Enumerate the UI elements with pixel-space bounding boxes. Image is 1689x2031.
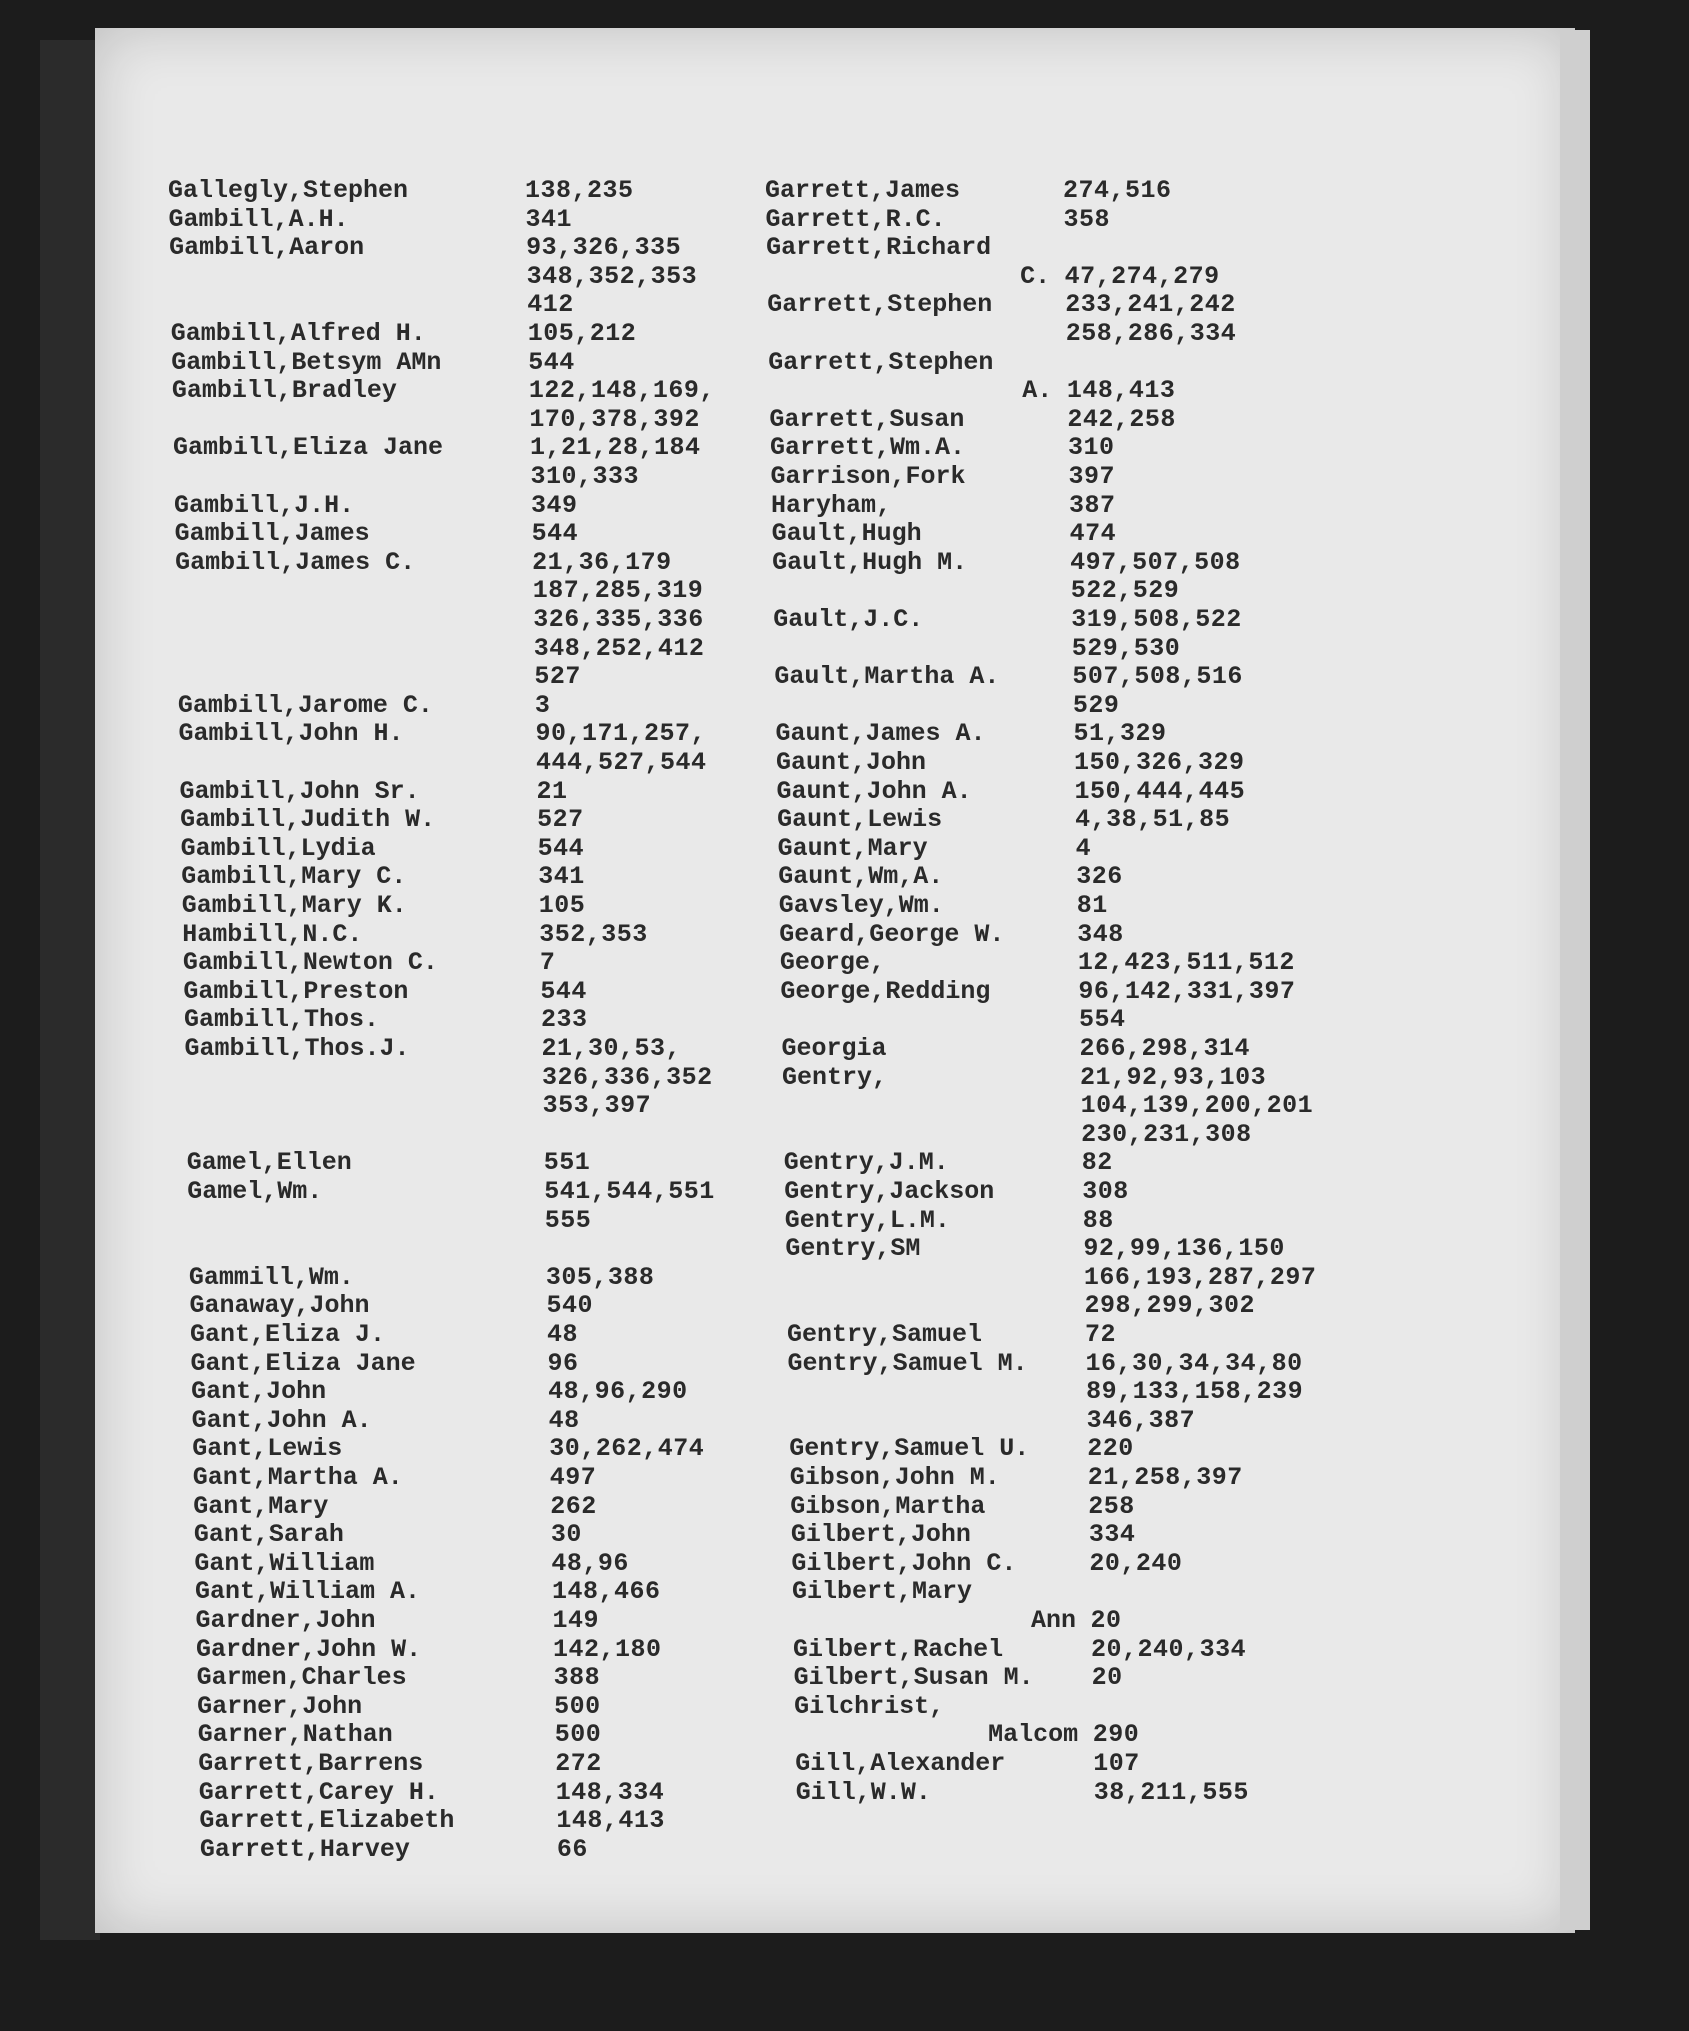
index-entry-name: Gilbert,Mary <box>791 1577 972 1607</box>
index-entry-pages: 138,235 <box>525 176 634 205</box>
index-entry-name: Garmen,Charles <box>196 1663 407 1693</box>
index-entry-name: Georgia <box>781 1034 887 1063</box>
index-entry-pages: 551 <box>543 1148 591 1178</box>
index-entry-pages: 326,336,352 <box>542 1062 713 1092</box>
film-edge-left <box>40 40 100 1940</box>
index-entry-name: Gambill,Mary C. <box>181 862 407 892</box>
index-entry-name-continued: A. <box>1022 376 1053 406</box>
index-entry-pages: 507,508,516 <box>1072 662 1243 692</box>
index-entry-pages: 107 <box>1093 1749 1140 1778</box>
index-entry-pages: 554 <box>1078 1005 1126 1035</box>
index-entry-name: Gaunt,James A. <box>775 719 986 749</box>
index-entry-name: Garrett,Carey H. <box>198 1777 439 1807</box>
index-entry-pages: 412 <box>527 290 574 320</box>
index-entry-pages: 529 <box>1072 690 1120 720</box>
index-entry-name: Gilbert,John <box>790 1520 971 1550</box>
index-entry-name: Gambill,A.H. <box>168 204 349 234</box>
index-entry-pages: 93,326,335 <box>526 233 682 263</box>
index-entry-pages: 298,299,302 <box>1084 1291 1255 1321</box>
index-entry-name: Gambill,Betsym AMn <box>171 347 442 377</box>
index-entry-pages: 497,507,508 <box>1070 547 1241 577</box>
index-entry-name: Gambill,Thos. <box>183 1005 379 1035</box>
index-entry-pages: 48,96,290 <box>548 1377 688 1407</box>
index-entry-pages: 500 <box>554 1691 601 1721</box>
index-entry-name: Gentry,J.M. <box>783 1148 949 1178</box>
index-entry-pages: 544 <box>540 976 587 1006</box>
index-entry-name: Garrett,Barrens <box>198 1749 424 1778</box>
index-entry-pages: 88 <box>1082 1205 1114 1235</box>
index-entry-name: Gambill,John H. <box>178 719 404 749</box>
index-entry-pages: 38,211,555 <box>1093 1777 1249 1807</box>
index-entry-name: Gambill,James <box>174 519 370 549</box>
index-entry-name: Gambill,Newton C. <box>182 948 438 978</box>
index-entry-pages: 258 <box>1088 1491 1135 1521</box>
index-entry-pages: 544 <box>531 519 579 549</box>
index-entry-pages: 21,36,179 <box>532 547 672 577</box>
index-entry-pages: 20 <box>1091 1663 1123 1693</box>
index-entry-pages: 326,335,336 <box>533 605 704 634</box>
index-entry-pages: 96,142,331,397 <box>1078 976 1296 1006</box>
index-entry-name: Gentry, <box>782 1062 888 1092</box>
index-entry-pages: 20,240,334 <box>1091 1634 1247 1664</box>
index-entry-pages: 397 <box>1068 462 1116 491</box>
index-entry-name: Garrett,Stephen <box>768 347 994 377</box>
index-entry-pages: 89,133,158,239 <box>1086 1377 1304 1407</box>
index-entry-pages: 166,193,287,297 <box>1083 1262 1317 1292</box>
index-entry-pages: 348 <box>1077 919 1124 949</box>
index-entry-name: Gambill,Jarome C. <box>177 690 433 720</box>
index-entry-pages: 148,413 <box>1066 376 1176 406</box>
index-entry-pages: 96 <box>547 1348 579 1378</box>
index-entry-pages: 4,38,51,85 <box>1075 805 1231 835</box>
index-entry-pages: 150,444,445 <box>1074 776 1246 806</box>
index-entry-name: Gibson,Martha <box>790 1491 986 1521</box>
index-entry-name: Gilchrist, <box>794 1691 945 1721</box>
index-entry-pages: 51,329 <box>1073 719 1167 749</box>
page-edge-right <box>1560 30 1590 1930</box>
index-entry-name: George,Redding <box>780 976 991 1006</box>
index-entry-name: George, <box>779 948 885 978</box>
index-entry-name: Gant,Eliza J. <box>190 1320 386 1349</box>
index-entry-name: Gault,J.C. <box>773 605 924 634</box>
index-entry-name-continued: Ann <box>1030 1606 1076 1635</box>
index-entry-name: Gaunt,Lewis <box>777 805 943 835</box>
index-entry-name: Garner,Nathan <box>197 1720 393 1750</box>
index-entry-name: Gant,Lewis <box>192 1434 343 1464</box>
index-entry-name: Gambill,Aaron <box>169 233 365 263</box>
index-entry-pages: 20,240 <box>1089 1548 1183 1578</box>
index-entry-name: Gant,William A. <box>194 1577 420 1607</box>
index-entry-pages: 90,171,257, <box>535 719 706 749</box>
index-entry-pages: 387 <box>1069 490 1116 520</box>
index-entry-pages: 334 <box>1088 1520 1136 1550</box>
index-entry-pages: 21,30,53, <box>541 1034 682 1063</box>
index-entry-name: Gant,Eliza Jane <box>190 1348 416 1378</box>
index-entry-pages: 20 <box>1090 1606 1122 1635</box>
index-entry-name: Gant,Sarah <box>193 1520 344 1550</box>
index-entry-pages: 30,262,474 <box>549 1434 705 1464</box>
index-entry-pages: 497 <box>549 1463 597 1492</box>
index-entry-pages: 47,274,279 <box>1064 261 1220 291</box>
index-entry-pages: 290 <box>1092 1720 1140 1750</box>
index-entry-name: Gambill,John Sr. <box>179 776 420 806</box>
index-entry-name: Garrett,Harvey <box>199 1834 410 1864</box>
index-entry-name: Gault,Hugh <box>771 519 922 549</box>
index-entry-pages: 104,139,200,201 <box>1080 1091 1314 1121</box>
index-entry-pages: 310,333 <box>530 462 640 491</box>
index-entry-pages: 544 <box>528 347 575 377</box>
index-entry-name: Gambill,Judith W. <box>180 805 436 835</box>
index-entry-pages: 142,180 <box>553 1634 662 1664</box>
index-entry-name: Gardner,John W. <box>196 1634 422 1664</box>
index-entry-name: Garrett,Elizabeth <box>199 1806 455 1836</box>
index-entry-pages: 540 <box>546 1291 593 1321</box>
index-entry-pages: 48,96 <box>551 1548 629 1578</box>
index-entry-name: Gamel,Wm. <box>187 1177 323 1206</box>
index-entry-pages: 148,466 <box>551 1577 661 1607</box>
index-entry-name: Hambill,N.C. <box>182 919 363 949</box>
index-entry-pages: 48 <box>548 1405 580 1435</box>
index-entry-pages: 3 <box>534 690 551 720</box>
index-entry-name: Garrett,Susan <box>769 404 965 434</box>
index-entry-name: Gammill,Wm. <box>188 1262 354 1292</box>
index-entry-pages: 30 <box>550 1520 582 1550</box>
index-entry-name: Gambill,Bradley <box>171 376 397 406</box>
index-entry-name: Garrett,R.C. <box>765 204 946 234</box>
index-entry-pages: 555 <box>544 1205 592 1235</box>
index-entry-name: Gambill,J.H. <box>174 490 355 520</box>
index-entry-name: Garrett,James <box>765 176 961 205</box>
index-entry-pages: 310 <box>1067 433 1115 463</box>
index-entry-name: Gentry,Samuel U. <box>789 1434 1030 1464</box>
index-entry-name-continued: C. <box>1020 261 1051 291</box>
index-entry-pages: 529,530 <box>1071 633 1181 663</box>
index-entry-name: Gentry,Samuel <box>787 1320 983 1349</box>
index-entry-pages: 220 <box>1087 1434 1134 1464</box>
index-entry-pages: 272 <box>555 1749 602 1778</box>
index-entry-pages: 148,413 <box>556 1806 665 1836</box>
index-entry-name: Gant,John <box>191 1377 327 1407</box>
index-entry-name: Gill,Alexander <box>795 1749 1006 1778</box>
index-entry-pages: 233,241,242 <box>1065 290 1236 320</box>
index-entry-pages: 170,378,392 <box>529 404 700 434</box>
index-entry-pages: 4 <box>1075 833 1092 863</box>
index-entry-pages: 92,99,136,150 <box>1083 1234 1285 1264</box>
index-entry-name: Gilbert,Rachel <box>793 1634 1004 1664</box>
index-entry-name: Gaunt,John <box>776 748 927 777</box>
index-entry-pages: 148,334 <box>555 1777 665 1807</box>
index-entry-pages: 348,252,412 <box>533 633 705 663</box>
index-entry-pages: 319,508,522 <box>1071 605 1242 634</box>
index-entry-pages: 527 <box>537 805 584 835</box>
index-entry-name: Gambill,Preston <box>183 976 409 1006</box>
index-entry-pages: 258,286,334 <box>1065 319 1237 348</box>
index-entry-name: Gant,Mary <box>193 1491 329 1521</box>
index-entry-name: Gambill,Alfred H. <box>170 319 426 348</box>
index-entry-name: Gilbert,John C. <box>791 1548 1017 1578</box>
index-entry-name-continued: Malcom <box>988 1720 1079 1750</box>
index-entry-pages: 341 <box>538 862 585 892</box>
index-entry-pages: 349 <box>531 490 578 520</box>
index-entry-name: Gamel,Ellen <box>186 1148 352 1178</box>
index-entry-name: Garrett,Richard <box>766 233 992 263</box>
index-entry-name: Garrett,Stephen <box>767 290 993 320</box>
index-entry-name: Gentry,Samuel M. <box>787 1348 1028 1378</box>
index-entry-pages: 21,258,397 <box>1087 1463 1243 1492</box>
index-entry-pages: 527 <box>534 662 581 692</box>
index-entry-name: Gambill,Mary K. <box>181 891 407 920</box>
index-entry-name: Gentry,L.M. <box>784 1205 950 1235</box>
index-entry-pages: 66 <box>556 1834 588 1864</box>
index-entry-pages: 388 <box>553 1663 601 1693</box>
index-entry-name: Gambill,Lydia <box>180 833 376 863</box>
index-entry-pages: 444,527,544 <box>536 748 707 777</box>
index-entry-name: Gaunt,John A. <box>776 776 972 806</box>
index-entry-pages: 266,298,314 <box>1079 1034 1251 1063</box>
index-entry-name: Gibson,John M. <box>789 1463 1000 1492</box>
index-entry-pages: 541,544,551 <box>544 1177 715 1206</box>
index-entry-pages: 522,529 <box>1070 576 1180 606</box>
index-entry-pages: 544 <box>537 833 585 863</box>
index-entry-name: Gault,Hugh M. <box>772 547 968 577</box>
index-entry-pages: 105,212 <box>527 319 637 348</box>
index-entry-pages: 474 <box>1069 519 1117 549</box>
index-entry-name: Haryham, <box>771 490 892 520</box>
index-entry-name: Gant,John A. <box>191 1405 372 1435</box>
index-entry-pages: 326 <box>1076 862 1123 892</box>
index-entry-pages: 187,285,319 <box>532 576 704 606</box>
index-entry-name: Ganaway,John <box>189 1291 370 1321</box>
index-entry-name: Gavsley,Wm. <box>778 891 944 920</box>
index-entry-name: Gardner,John <box>195 1606 376 1635</box>
index-entry-pages: 352,353 <box>539 919 648 949</box>
index-entry-pages: 358 <box>1063 204 1111 234</box>
index-entry-pages: 21 <box>536 776 568 806</box>
index-entry-name: Gentry,Jackson <box>784 1177 995 1206</box>
index-entry-pages: 105 <box>538 891 586 920</box>
index-entry-name: Gill,W.W. <box>795 1777 931 1807</box>
index-entry-pages: 346,387 <box>1086 1405 1196 1435</box>
index-entry-pages: 16,30,34,34,80 <box>1085 1348 1303 1378</box>
index-entry-pages: 149 <box>552 1606 600 1635</box>
index-entry-name: Gant,Martha A. <box>192 1463 403 1492</box>
index-entry-pages: 150,326,329 <box>1074 748 1245 777</box>
index-entry-name: Gentry,SM <box>785 1234 921 1264</box>
index-entry-name: Gilbert,Susan M. <box>793 1663 1034 1693</box>
index-entry-name: Gambill,Eliza Jane <box>172 433 443 463</box>
index-entry-name: Geard,George W. <box>779 919 1005 949</box>
index-entry-name: Gault,Martha A. <box>774 662 1000 692</box>
index-entry-pages: 122,148,169, <box>528 376 715 406</box>
index-entry-pages: 274,516 <box>1063 176 1172 205</box>
index-entry-pages: 81 <box>1076 891 1108 920</box>
index-entry-pages: 21,92,93,103 <box>1080 1062 1267 1092</box>
index-entry-pages: 305,388 <box>545 1262 655 1292</box>
index-entry-pages: 72 <box>1085 1320 1117 1349</box>
index-entry-pages: 1,21,28,184 <box>529 433 701 463</box>
index-entry-pages: 82 <box>1081 1148 1113 1178</box>
index-entry-name: Garner,John <box>197 1691 363 1721</box>
index-entry-pages: 341 <box>525 204 573 234</box>
index-entry-name: Garrison,Fork <box>770 462 966 491</box>
index-entry-name: Gant,William <box>194 1548 375 1578</box>
index-entry-name: Gallegly,Stephen <box>168 176 409 205</box>
index-entry-pages: 7 <box>539 948 556 978</box>
index-entry-pages: 48 <box>547 1320 579 1349</box>
index-entry-pages: 262 <box>550 1491 597 1521</box>
index-entry-pages: 233 <box>540 1005 588 1035</box>
index-entry-name: Gaunt,Wm,A. <box>778 862 944 892</box>
index-entry-name: Gambill,Thos.J. <box>184 1034 410 1063</box>
index-entry-pages: 308 <box>1082 1177 1129 1206</box>
index-entry-pages: 348,352,353 <box>526 261 698 291</box>
index-entry-pages: 12,423,511,512 <box>1077 948 1295 978</box>
index-entry-name: Gambill,James C. <box>175 547 416 577</box>
index-entry-pages: 500 <box>554 1720 602 1750</box>
index-entry-pages: 242,258 <box>1067 404 1176 434</box>
index-entry-pages: 353,397 <box>542 1091 652 1121</box>
index-entry-pages: 230,231,308 <box>1081 1119 1252 1149</box>
index-entry-name: Gaunt,Mary <box>777 833 928 863</box>
index-entry-name: Garrett,Wm.A. <box>769 433 965 463</box>
